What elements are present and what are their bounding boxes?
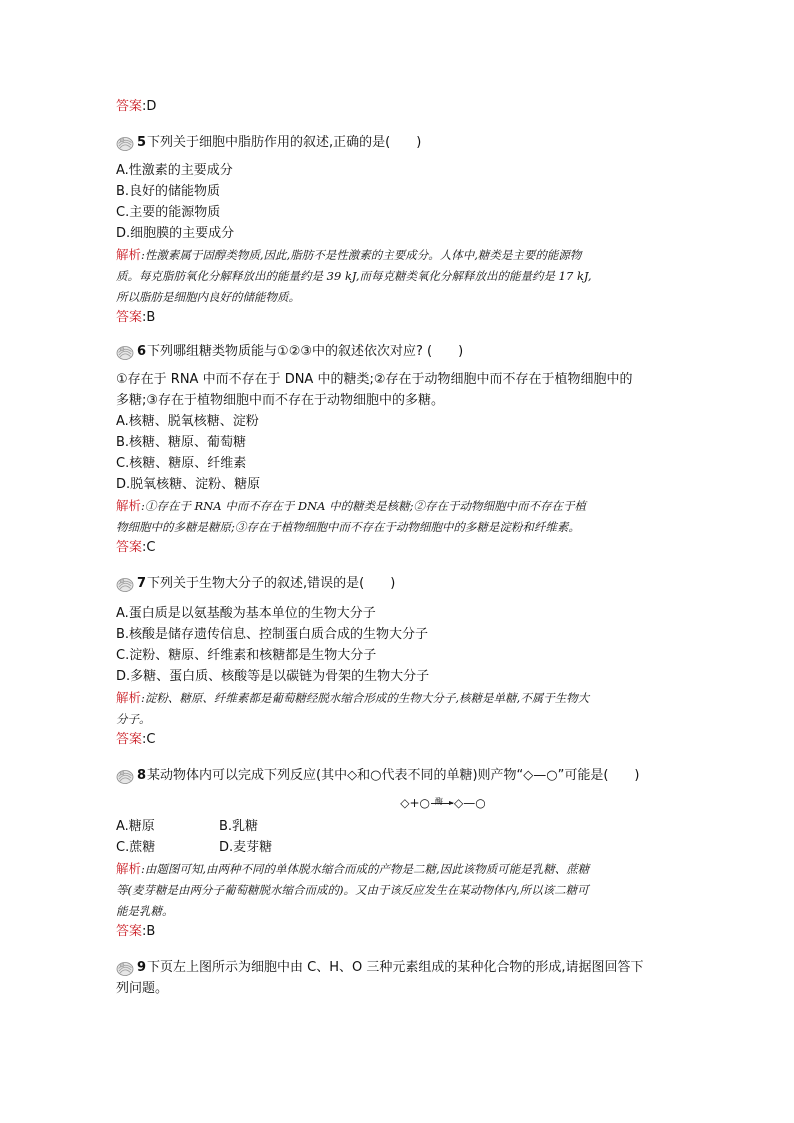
analysis-line: :淀粉、糖原、纤维素都是葡萄糖经脱水缩合形成的生物大分子,核糖是单糖,不属于生物大 [141, 691, 590, 705]
answer-label: 答案 [116, 924, 143, 939]
analysis-line: :由题图可知,由两种不同的单体脱水缩合而成的产物是二糖,因此该物质可能是乳糖、蔗糖 [141, 862, 590, 876]
analysis-label: 解析 [116, 690, 142, 705]
question-marker-icon [116, 135, 134, 151]
option-a: A.核糖、脱氧核糖、淀粉 [116, 414, 259, 429]
option-b: B.乳糖 [219, 819, 259, 834]
option-a: A.性激素的主要成分 [116, 163, 233, 178]
question-marker-icon [116, 344, 134, 360]
question-7-answer [116, 730, 686, 750]
answer-label: 答案 [116, 540, 143, 555]
question-5-stem [116, 133, 686, 153]
option-b: B.核酸是储存遗传信息、控制蛋白质合成的生物大分子 [116, 627, 429, 642]
question-5-answer [116, 308, 686, 328]
question-8-answer [116, 922, 686, 942]
question-6-condition: 多糖;③存在于植物细胞中而不存在于动物细胞中的多糖。 [116, 393, 445, 408]
question-9-stem [116, 958, 686, 978]
question-6-condition: ①存在于 RNA 中而不存在于 DNA 中的糖类;②存在于动物细胞中而不存在于植物细胞中的 [116, 372, 633, 387]
answer-label: 答案 [116, 99, 143, 114]
analysis-line: 等(麦芽糖是由两分子葡萄糖脱水缩合而成的)。又由于该反应发生在某动物体内,所以该二糖可 [116, 883, 589, 897]
analysis-label: 解析 [116, 498, 142, 513]
answer-label: 答案 [116, 732, 143, 747]
option-c: C.蔗糖 [116, 840, 156, 855]
question-text: 下列哪组糖类物质能与①②③中的叙述依次对应? ( ) [147, 344, 464, 359]
analysis-line: 能是乳糖。 [116, 904, 174, 918]
option-c: C.淀粉、糖原、纤维素和核糖都是生物大分子 [116, 648, 377, 663]
question-number: 5 [137, 135, 147, 150]
option-a: A.糖原 [116, 819, 155, 834]
question-number: 6 [137, 344, 147, 359]
option-c: C.主要的能源物质 [116, 205, 221, 220]
reaction-arrow-icon [431, 797, 453, 806]
answer-value: :D [142, 99, 157, 114]
option-d: D.脱氧核糖、淀粉、糖原 [116, 477, 261, 492]
answer-value: :B [142, 310, 156, 325]
option-b: B.良好的储能物质 [116, 184, 221, 199]
analysis-label: 解析 [116, 247, 142, 262]
question-text: 下列关于生物大分子的叙述,错误的是( ) [147, 576, 396, 591]
analysis-line: :性激素属于固醇类物质,因此,脂肪不是性激素的主要成分。人体中,糖类是主要的能源物 [141, 248, 582, 262]
reaction-reactants: ◇+○ [400, 796, 431, 810]
q4-answer [116, 97, 686, 117]
question-marker-icon [116, 960, 134, 976]
option-c: C.核糖、糖原、纤维素 [116, 456, 247, 471]
reaction-product: ◇—○ [454, 796, 486, 810]
question-8-analysis [116, 858, 686, 922]
answer-value: :B [142, 924, 156, 939]
analysis-line: 所以脂肪是细胞内良好的储能物质。 [116, 290, 300, 304]
answer-value: :C [142, 540, 156, 555]
question-text: 下列关于细胞中脂肪作用的叙述,正确的是( ) [147, 135, 422, 150]
analysis-line: :①存在于 RNA 中而不存在于 DNA 中的糖类是核糖;②存在于动物细胞中而不存在于植 [141, 499, 586, 513]
question-7-analysis [116, 687, 686, 730]
question-6-answer [116, 538, 686, 558]
question-8-options [116, 816, 686, 858]
question-marker-icon [116, 576, 134, 592]
question-text: 下页左上图所示为细胞中由 C、H、O 三种元素组成的某种化合物的形成,请据图回答下 [147, 960, 644, 975]
question-number: 7 [137, 576, 147, 591]
reaction-equation [116, 794, 686, 812]
analysis-line: 物细胞中的多糖是糖原;③存在于植物细胞中而不存在于动物细胞中的多糖是淀粉和纤维素。 [116, 520, 580, 534]
answer-label: 答案 [116, 310, 143, 325]
option-d: D.麦芽糖 [219, 840, 273, 855]
question-5-analysis [116, 244, 686, 308]
analysis-line: 质。每克脂肪氧化分解释放出的能量约是 39 kJ,而每克糖类氧化分解释放出的能量约是 17 kJ, [116, 269, 592, 283]
option-b: B.核糖、糖原、葡萄糖 [116, 435, 247, 450]
question-7-stem [116, 574, 686, 594]
option-d: D.多糖、蛋白质、核酸等是以碳链为骨架的生物大分子 [116, 669, 430, 684]
question-6-analysis [116, 495, 686, 538]
question-9-stem-continued: 列问题。 [116, 981, 169, 996]
question-6-stem [116, 342, 686, 362]
analysis-line: 分子。 [116, 712, 151, 726]
option-d: D.细胞膜的主要成分 [116, 226, 235, 241]
option-a: A.蛋白质是以氨基酸为基本单位的生物大分子 [116, 606, 376, 621]
question-number: 9 [137, 960, 147, 975]
question-number: 8 [137, 768, 147, 783]
analysis-label: 解析 [116, 861, 142, 876]
document-page [116, 97, 686, 1000]
answer-value: :C [142, 732, 156, 747]
question-text: 某动物体内可以完成下列反应(其中◇和○代表不同的单糖)则产物“◇—○”可能是( ) [147, 768, 640, 783]
question-8-stem [116, 766, 686, 786]
question-marker-icon [116, 768, 134, 784]
enzyme-label: 酶 [435, 797, 444, 806]
